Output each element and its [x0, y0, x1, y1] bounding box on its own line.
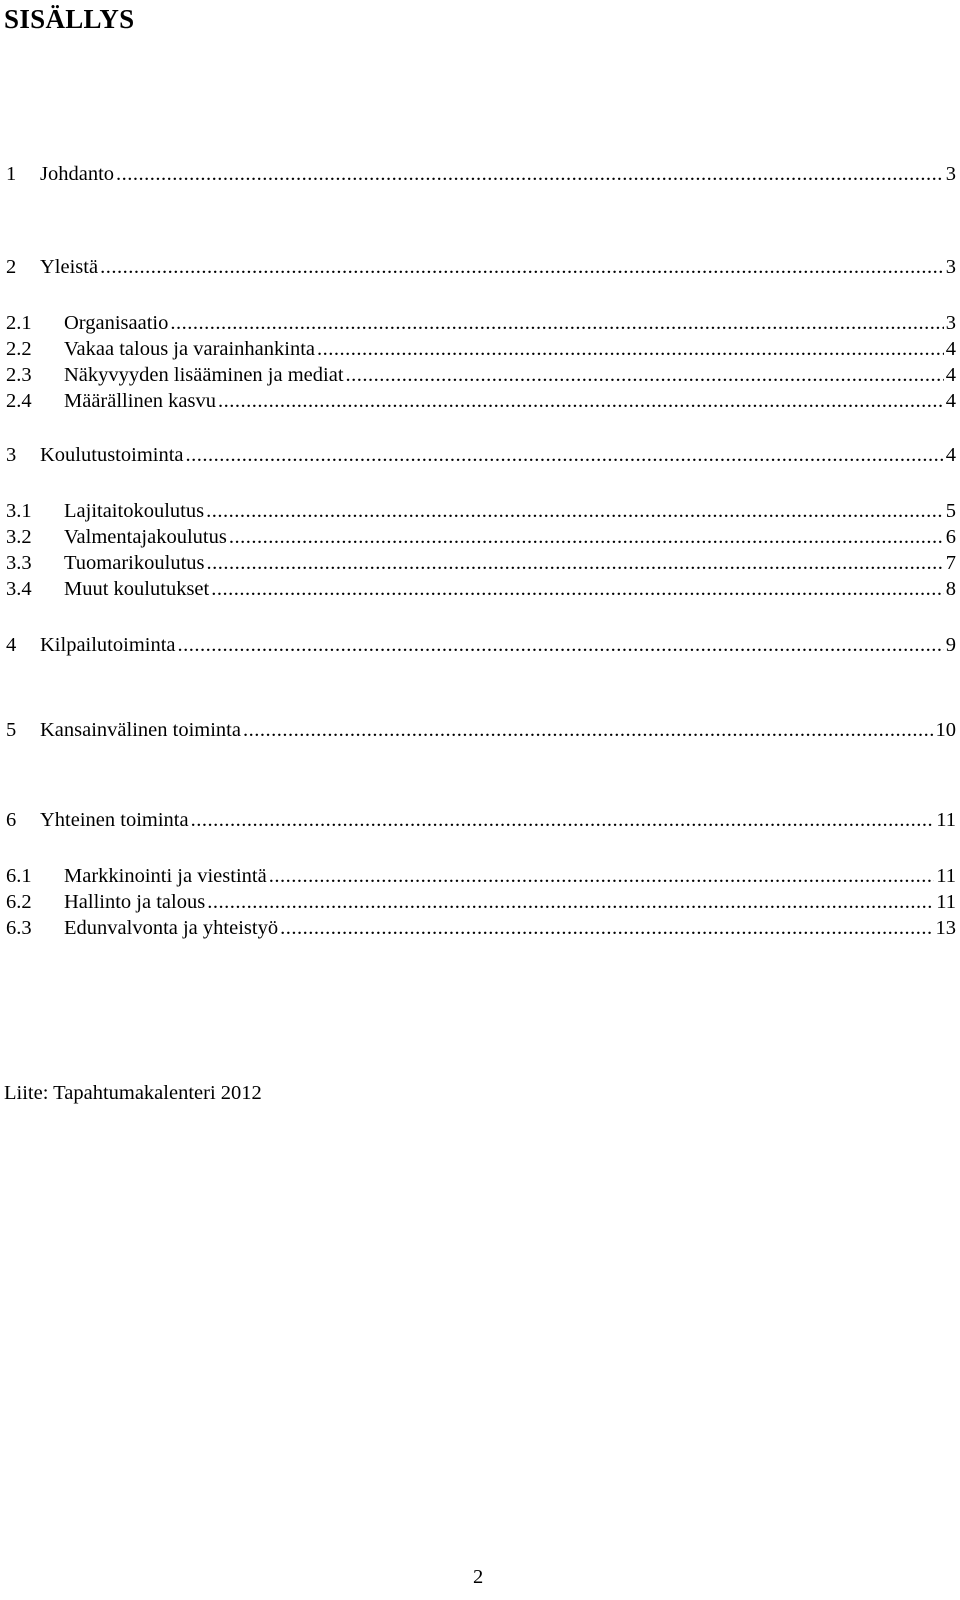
toc-entry-title: Muut koulutukset — [64, 578, 210, 600]
toc-dot-leader — [116, 161, 944, 187]
toc-entry-number: 2.3 — [6, 364, 32, 386]
toc-entry-page: 5 — [945, 500, 956, 522]
toc-entry-page: 10 — [935, 719, 956, 741]
toc-entry-title: Valmentajakoulutus — [64, 526, 227, 548]
toc-dot-leader — [186, 442, 944, 468]
toc-entry-page: 3 — [945, 163, 956, 185]
toc-entry-page: 11 — [936, 809, 956, 831]
toc-entry-title: Määrällinen kasvu — [64, 390, 216, 412]
toc-dot-leader — [178, 632, 944, 658]
toc-entry-6[interactable] — [6, 807, 956, 833]
toc-entry-title: Edunvalvonta ja yhteistyö — [64, 917, 279, 939]
toc-dot-leader — [280, 915, 933, 941]
toc-entry-number: 5 — [6, 719, 17, 741]
toc-entry-number: 6.1 — [6, 865, 32, 887]
toc-entry-number: 1 — [6, 163, 17, 185]
toc-entry-title: Vakaa talous ja varainhankinta — [64, 338, 316, 360]
toc-entry-2-3[interactable] — [6, 362, 956, 388]
toc-entry-title: Yhteinen toiminta — [40, 809, 189, 831]
toc-dot-leader — [207, 550, 944, 576]
toc-entry-number: 3.2 — [6, 526, 32, 548]
toc-entry-2-4[interactable] — [6, 388, 956, 414]
toc-entry-page: 8 — [945, 578, 956, 600]
appendix-note: Liite: Tapahtumakalenteri 2012 — [4, 1082, 262, 1104]
toc-dot-leader — [207, 889, 934, 915]
toc-entry-page: 6 — [945, 526, 956, 548]
toc-dot-leader — [243, 717, 934, 743]
toc-entry-title: Kansainvälinen toiminta — [40, 719, 241, 741]
toc-entry-title: Markkinointi ja viestintä — [64, 865, 267, 887]
toc-entry-page: 4 — [945, 364, 956, 386]
toc-entry-2-1[interactable] — [6, 310, 956, 336]
toc-dot-leader — [218, 388, 944, 414]
toc-dot-leader — [317, 336, 944, 362]
toc-entry-page: 4 — [945, 444, 956, 466]
toc-entry-title: Yleistä — [40, 256, 99, 278]
toc-dot-leader — [100, 254, 944, 280]
toc-dot-leader — [269, 863, 935, 889]
toc-entry-number: 2.1 — [6, 312, 32, 334]
toc-dot-leader — [206, 498, 944, 524]
toc-entry-page: 3 — [945, 256, 956, 278]
toc-entry-6-3[interactable] — [6, 915, 956, 941]
toc-entry-page: 7 — [945, 552, 956, 574]
toc-entry-number: 3.3 — [6, 552, 32, 574]
toc-entry-6-1[interactable] — [6, 863, 956, 889]
toc-entry-page: 9 — [945, 634, 956, 656]
toc-entry-title: Johdanto — [40, 163, 115, 185]
toc-entry-title: Kilpailutoiminta — [40, 634, 176, 656]
toc-entry-number: 3 — [6, 444, 17, 466]
toc-heading: SISÄLLYS — [4, 4, 135, 34]
toc-entry-number: 2.4 — [6, 390, 32, 412]
toc-entry-number: 2.2 — [6, 338, 32, 360]
toc-entry-title: Tuomarikoulutus — [64, 552, 205, 574]
toc-dot-leader — [229, 524, 944, 550]
toc-entry-3-1[interactable] — [6, 498, 956, 524]
toc-dot-leader — [211, 576, 944, 602]
toc-entry-page: 13 — [935, 917, 956, 939]
toc-entry-2[interactable] — [6, 254, 956, 280]
toc-entry-1[interactable] — [6, 161, 956, 187]
toc-entry-number: 2 — [6, 256, 17, 278]
toc-entry-page: 4 — [945, 338, 956, 360]
toc-dot-leader — [191, 807, 935, 833]
toc-entry-page: 11 — [936, 865, 956, 887]
toc-dot-leader — [346, 362, 944, 388]
toc-entry-page: 11 — [936, 891, 956, 913]
toc-entry-3-2[interactable] — [6, 524, 956, 550]
toc-entry-4[interactable] — [6, 632, 956, 658]
toc-entry-number: 3.4 — [6, 578, 32, 600]
toc-entry-number: 3.1 — [6, 500, 32, 522]
toc-entry-3-4[interactable] — [6, 576, 956, 602]
toc-entry-title: Näkyvyyden lisääminen ja mediat — [64, 364, 344, 386]
toc-entry-title: Hallinto ja talous — [64, 891, 206, 913]
toc-entry-number: 6 — [6, 809, 17, 831]
toc-entry-title: Organisaatio — [64, 312, 169, 334]
toc-entry-2-2[interactable] — [6, 336, 956, 362]
toc-entry-number: 6.3 — [6, 917, 32, 939]
toc-entry-title: Lajitaitokoulutus — [64, 500, 205, 522]
toc-dot-leader — [170, 310, 943, 336]
toc-entry-5[interactable] — [6, 717, 956, 743]
toc-entry-page: 4 — [945, 390, 956, 412]
toc-entry-number: 4 — [6, 634, 17, 656]
page-number: 2 — [473, 1566, 484, 1588]
toc-entry-3[interactable] — [6, 442, 956, 468]
toc-entry-title: Koulutustoiminta — [40, 444, 184, 466]
toc-entry-number: 6.2 — [6, 891, 32, 913]
toc-entry-3-3[interactable] — [6, 550, 956, 576]
toc-entry-6-2[interactable] — [6, 889, 956, 915]
toc-entry-page: 3 — [945, 312, 956, 334]
